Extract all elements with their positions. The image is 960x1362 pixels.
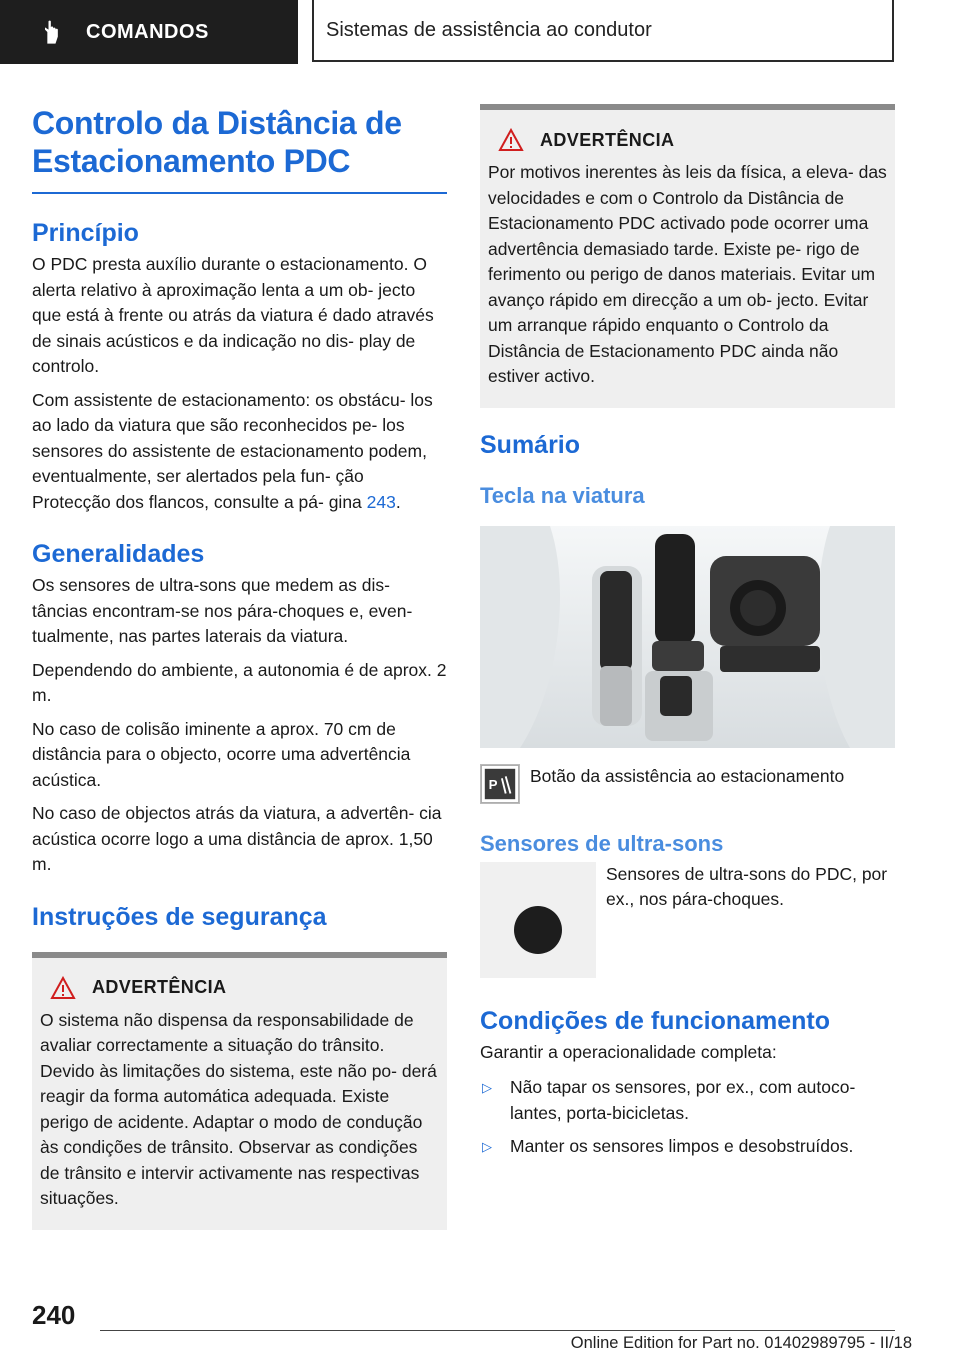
warning-title-left bbox=[42, 976, 439, 1000]
warning-title-right bbox=[490, 128, 887, 152]
center-console-illustration bbox=[480, 526, 895, 748]
heading-tecla: Tecla na viatura bbox=[480, 482, 645, 508]
button-caption: Botão da assistência ao estacionamento bbox=[530, 765, 845, 786]
page-number: 240 bbox=[32, 1300, 76, 1330]
principio-p2-text: Com assistente de estacionamento: os obstácu‐ los ao lado da viatura que são reconhecidos pe‐ los sensores do assistente de estacionamento podem, eventualmente, ser alertados pela fun‐ ção Protecção dos flancos, consulte a pá‐ gina bbox=[32, 389, 433, 512]
warning-title-text-right: ADVERTÊNCIA bbox=[540, 129, 675, 150]
sensor-row bbox=[480, 862, 895, 978]
list-item bbox=[480, 1075, 895, 1126]
generalidades-paragraph-2: Dependendo do ambiente, a autonomia é de aprox. 2 m. bbox=[32, 659, 447, 705]
warning-text-right: Por motivos inerentes às leis da física, a eleva‐ das velocidades e com o Controlo da Distância de Estacionamento PDC activado pode ocorrer uma advertência demasiado tarde. Existe pe‐ rigo de ferimento ou perigo de danos materiais. Evitar um avanço rápido em direcção a um ob‐ jecto. Evitar um arranque rápido enquanto o Controlo da Distância de Estacionamento PDC ainda não estiver activo. bbox=[488, 162, 887, 386]
console-photo bbox=[480, 526, 895, 748]
ultrasonic-sensor-image bbox=[480, 862, 596, 978]
warning-box-right bbox=[480, 104, 895, 408]
hand-icon bbox=[38, 18, 66, 46]
warning-triangle-icon bbox=[50, 976, 76, 1000]
generalidades-paragraph-4: No caso de objectos atrás da viatura, a advertên‐ cia acústica ocorre logo a uma distância de aprox. 1,50 m. bbox=[32, 803, 442, 874]
sensor-dot-icon bbox=[514, 906, 562, 954]
warning-text-left: O sistema não dispensa da responsabilidade de avaliar correctamente a situação do trânsito. Devido às limitações do sistema, este não po‐ derá reagir da forma automática adequada. Existe perigo de acidente. Adaptar o modo de condução às condições de trânsito. Observar as condições de trânsito e intervir activamente nas respectivas situações. bbox=[40, 1009, 437, 1208]
right-column bbox=[480, 104, 895, 1168]
heading-condicoes: Condições de funcionamento bbox=[480, 1006, 831, 1035]
button-caption-row bbox=[480, 764, 895, 804]
page-title-line2: Estacionamento PDC bbox=[32, 143, 351, 179]
list-item-text: Manter os sensores limpos e desobstruídos. bbox=[510, 1136, 854, 1156]
footer-edition: Online Edition for Part no. 01402989795 - II/18 bbox=[570, 1334, 912, 1352]
generalidades-paragraph-3: No caso de colisão iminente a aprox. 70 cm de distância para o objecto, ocorre uma advertência acústica. bbox=[32, 718, 411, 790]
sensores-text: Sensores de ultra-sons do PDC, por ex., nos pára-choques. bbox=[606, 863, 888, 909]
condicoes-list bbox=[480, 1075, 895, 1160]
heading-generalidades: Generalidades bbox=[32, 540, 205, 568]
header-section-label: COMANDOS bbox=[86, 20, 209, 43]
title-divider bbox=[32, 192, 447, 194]
warning-triangle-icon bbox=[498, 128, 524, 152]
page-link-243[interactable]: 243 bbox=[366, 491, 396, 512]
svg-text:P: P bbox=[488, 776, 498, 792]
header-section-tab bbox=[0, 0, 298, 64]
list-item-text: Não tapar os sensores, por ex., com autoco‐ lantes, porta-bicicletas. bbox=[510, 1077, 856, 1123]
heading-sumario: Sumário bbox=[480, 430, 581, 459]
condicoes-intro: Garantir a operacionalidade completa: bbox=[480, 1041, 777, 1062]
principio-paragraph-1: O PDC presta auxílio durante o estacionamento. O alerta relativo à aproximação lenta a um ob‐ jecto que está à frente ou atrás da viatura é dado através de sinais acústicos e da indicação no dis‐ play de controlo. bbox=[32, 254, 434, 376]
warning-title-text-left: ADVERTÊNCIA bbox=[92, 977, 227, 997]
heading-sensores: Sensores de ultra-sons bbox=[480, 830, 724, 856]
heading-seguranca: Instruções de segurança bbox=[32, 902, 327, 931]
bullet-triangle-icon: ▷ bbox=[482, 1080, 492, 1095]
parking-assist-button-icon bbox=[480, 764, 520, 804]
header-chapter: Sistemas de assistência ao condutor bbox=[312, 0, 894, 62]
heading-principio: Princípio bbox=[32, 219, 139, 247]
principio-p2-end: . bbox=[395, 491, 401, 512]
warning-box-left bbox=[32, 952, 447, 1230]
page-title-line1: Controlo da Distância de bbox=[32, 105, 402, 141]
footer-divider bbox=[100, 1330, 895, 1331]
principio-paragraph-2 bbox=[32, 388, 447, 516]
bullet-triangle-icon: ▷ bbox=[482, 1139, 492, 1154]
list-item bbox=[480, 1134, 895, 1160]
page-title bbox=[32, 104, 447, 180]
generalidades-paragraph-1: Os sensores de ultra-sons que medem as dis‐ tâncias encontram-se nos pára-choques e, even‐ tualmente, nas partes laterais da viatura. bbox=[32, 575, 413, 646]
left-column bbox=[32, 104, 447, 1230]
